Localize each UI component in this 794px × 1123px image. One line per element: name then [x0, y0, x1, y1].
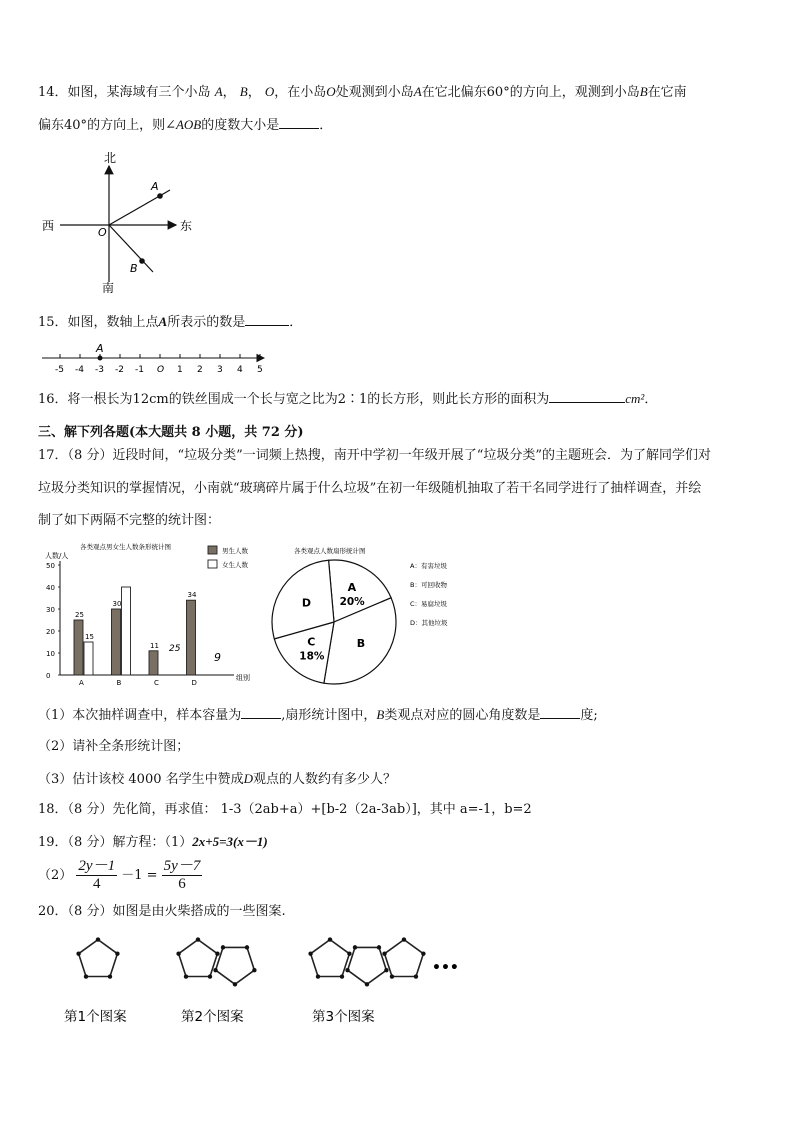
match-head — [382, 951, 386, 955]
y-tick-label-1: 10 — [46, 650, 55, 658]
point-b — [139, 258, 145, 264]
match-head — [365, 982, 369, 986]
q17-line-1: 17．（8 分）近段时间，“垃圾分类”一词频上热搜，南开中学初一年级开展了“垃圾分类”的主题班会．为了解同学们对 — [38, 448, 712, 463]
q20-text: 20．（8 分）如图是由火柴搭成的一些图案. — [38, 904, 286, 919]
q19-line-2: （2） $\frac{2y-1}{4}$ －1 = $\frac{5y-7}{6}$ — [38, 858, 201, 892]
q14-line-1: 14．如图，某海域有三个小岛 A， B， O，在小岛O处观测到小岛A在它北偏东60°的方向上，观测到小岛B在它南 — [38, 84, 687, 100]
tick-label-1: -4 — [75, 365, 84, 375]
pie-percent-C: 18% — [299, 650, 325, 663]
answer-blank[interactable] — [279, 116, 319, 129]
bar-girls-A — [84, 642, 93, 675]
pattern-1-pentagon — [79, 940, 118, 977]
bar-chart-ylabel: 人数/人 — [45, 552, 69, 560]
q17-line-2: 垃圾分类知识的掌握情况，小南就“玻璃碎片属于什么垃圾”在初一年级随机抽取了若干名同学进行了抽样调查，并绘 — [38, 481, 702, 496]
match-head — [215, 951, 219, 955]
q17-sub-3: （3）估计该校 4000 名学生中赞成D观点的人数约有多少人？ — [38, 771, 397, 787]
q18-text: 18．（8 分）先化简，再求值： 1-3（2ab+a）+[b-2（2a-3ab）]，其中 a=-1，b=2 — [38, 802, 532, 817]
match-head — [221, 945, 225, 949]
west-label: 西 — [42, 219, 55, 233]
pie-label-A: A — [347, 580, 357, 594]
number-line — [38, 342, 278, 378]
y-tick-label-5: 50 — [46, 562, 55, 570]
match-head — [196, 937, 200, 941]
match-head — [233, 982, 237, 986]
pie-legend-0: A：有害垃圾 — [410, 562, 447, 570]
bar-chart-xlabel: 组别 — [236, 674, 250, 682]
q17-line-3: 制了如下两隔不完整的统计图： — [38, 513, 221, 528]
answer-blank[interactable] — [241, 706, 281, 719]
pie-chart-title: 各类观点人数扇形统计图 — [294, 547, 366, 555]
match-head — [390, 974, 394, 978]
point-a-dot — [98, 356, 103, 361]
bar-chart — [38, 538, 263, 688]
point-a — [157, 193, 163, 199]
annotation-9: 9 — [214, 651, 221, 664]
label-o: O — [98, 226, 107, 239]
data-label-girls-A: 15 — [85, 633, 94, 641]
pie-legend-2: C：易腐垃圾 — [410, 600, 448, 608]
match-head — [308, 951, 312, 955]
match-head — [340, 974, 344, 978]
pattern-3-pentagon-3 — [385, 940, 424, 977]
tick-label-9: 4 — [237, 365, 243, 375]
bar-girls-B — [122, 587, 131, 675]
match-head — [347, 951, 351, 955]
match-head — [245, 945, 249, 949]
match-head — [115, 951, 119, 955]
match-head — [108, 974, 112, 978]
fraction-left: $\frac{2y-1}{4}$ — [78, 858, 116, 892]
bar-chart-title: 各类观点男女生人数条形统计图 — [80, 543, 171, 551]
tick-label-7: 2 — [197, 365, 203, 375]
match-head — [353, 945, 357, 949]
pie-label-D: D — [301, 596, 312, 610]
answer-blank[interactable] — [540, 706, 580, 719]
data-label-boys-D: 34 — [187, 591, 197, 600]
match-head — [414, 974, 418, 978]
match-head — [345, 968, 349, 972]
y-tick-label-4: 40 — [46, 584, 55, 592]
caption-1: 第1个图案 — [64, 1009, 127, 1025]
match-head — [213, 968, 217, 972]
q16-text: 16．将一根长为12cm的铁丝围成一个长与宽之比为2∶1的长方形，则此长方形的面积为 cm²． — [38, 391, 658, 407]
x-tick-label-B: B — [116, 679, 122, 687]
pie-legend-3: D：其他垃圾 — [410, 619, 448, 627]
bar-boys-A — [74, 620, 83, 675]
data-label-boys-A: 25 — [75, 611, 84, 619]
match-head — [252, 968, 256, 972]
pie-label-C: C — [307, 635, 316, 649]
y-tick-label-0: 0 — [46, 672, 51, 680]
y-tick-label-3: 30 — [46, 606, 55, 614]
x-tick-label-A: A — [79, 679, 84, 687]
tick-label-6: 1 — [177, 365, 183, 375]
tick-label-10: 5 — [257, 365, 263, 375]
matchstick-patterns — [38, 930, 478, 1030]
pie-legend-1: B：可回收物 — [410, 581, 447, 589]
legend-label-1: 女生人数 — [222, 561, 248, 569]
tick-label-5: O — [157, 365, 165, 375]
point-a-label: A — [96, 342, 104, 355]
bar-boys-D — [187, 600, 196, 675]
pattern-2-pentagon-2 — [216, 947, 255, 984]
q17-sub-2: （2）请补全条形统计图； — [38, 739, 190, 754]
pie-label-B: B — [356, 637, 366, 651]
pie-chart — [268, 540, 468, 690]
caption-3: 第3个图案 — [312, 1009, 375, 1025]
caption-2: 第2个图案 — [181, 1009, 244, 1025]
match-head — [208, 974, 212, 978]
match-head — [421, 951, 425, 955]
data-label-boys-B: 30 — [112, 600, 122, 608]
tick-label-2: -3 — [95, 365, 104, 375]
match-head — [84, 974, 88, 978]
tick-label-0: -5 — [55, 365, 64, 375]
match-head — [377, 945, 381, 949]
y-tick-label-2: 20 — [46, 628, 55, 636]
tick-label-3: -2 — [115, 365, 124, 375]
tick-label-4: -1 — [135, 365, 144, 375]
annotation-25: 25 — [169, 644, 181, 654]
compass-figure — [38, 150, 208, 300]
pattern-3-pentagon-1 — [311, 940, 350, 977]
pattern-3-pentagon-2 — [348, 947, 387, 984]
south-label: 南 — [102, 281, 115, 295]
label-a: A — [151, 180, 159, 193]
tick-label-8: 3 — [217, 365, 223, 375]
match-head — [76, 951, 80, 955]
q14-line-2: 偏东40°的方向上，则∠AOB的度数大小是 ． — [38, 117, 333, 133]
q17-sub-1: （1）本次抽样调查中，样本容量为 ,扇形统计图中，B类观点对应的圆心角度数是 度; — [38, 707, 598, 723]
match-head — [184, 974, 188, 978]
x-tick-label-D: D — [191, 679, 197, 687]
match-head — [316, 974, 320, 978]
legend-swatch-1 — [208, 560, 217, 568]
north-label: 北 — [104, 151, 117, 165]
legend-swatch-0 — [208, 546, 217, 554]
fraction-right: $\frac{5y-7}{6}$ — [163, 858, 201, 892]
match-head — [96, 937, 100, 941]
answer-blank[interactable] — [245, 313, 289, 326]
q15-text: 15．如图，数轴上点A所表示的数是 ． — [38, 314, 303, 330]
q19-line-1: 19．（8 分）解方程：（1）2x+5=3(x－1) — [38, 834, 268, 850]
answer-blank[interactable] — [549, 390, 625, 403]
data-label-boys-C: 11 — [150, 641, 159, 650]
bar-boys-C — [149, 651, 158, 675]
east-label: 东 — [180, 219, 193, 233]
ellipsis: ••• — [432, 960, 459, 976]
match-head — [402, 937, 406, 941]
pattern-2-pentagon-1 — [179, 940, 218, 977]
section-heading: 三、解下列各题(本大题共 8 小题，共 72 分) — [38, 425, 304, 440]
legend-label-0: 男生人数 — [222, 547, 248, 555]
pie-percent-A: 20% — [339, 595, 365, 608]
x-tick-label-C: C — [154, 679, 159, 687]
bar-boys-B — [112, 609, 121, 675]
match-head — [176, 951, 180, 955]
match-head — [384, 968, 388, 972]
match-head — [328, 937, 332, 941]
label-b: B — [130, 262, 138, 275]
